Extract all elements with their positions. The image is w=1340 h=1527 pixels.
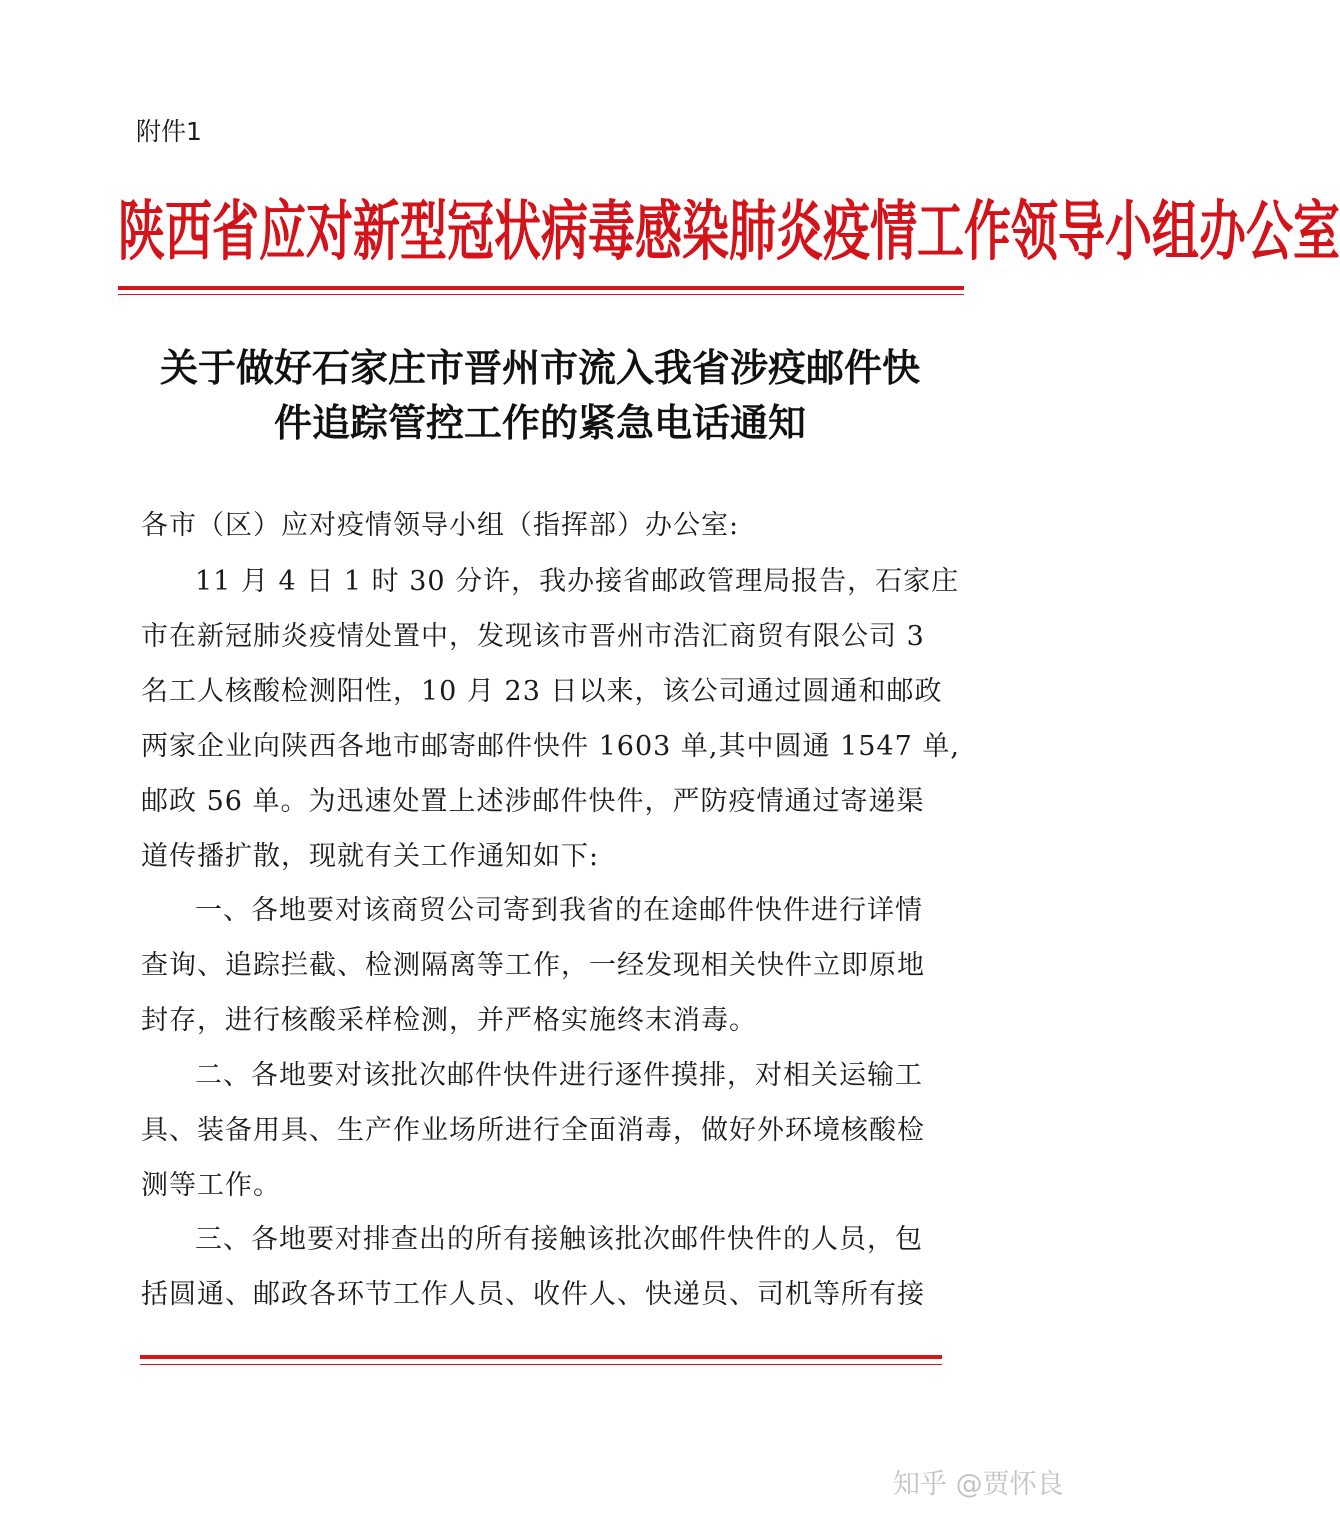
body-line: 一、各地要对该商贸公司寄到我省的在途邮件快件进行详情 — [195, 895, 923, 926]
body-line: 封存，进行核酸采样检测，并严格实施终末消毒。 — [141, 1005, 757, 1036]
red-divider-bottom — [140, 1355, 942, 1359]
issuer-title: 陕西省应对新型冠状病毒感染肺炎疫情工作领导小组办公室 — [118, 194, 1340, 271]
body-line: 道传播扩散，现就有关工作通知如下: — [141, 841, 600, 872]
document-title-line: 件追踪管控工作的紧急电话通知 — [273, 400, 806, 445]
body-line: 名工人核酸检测阳性，10 月 23 日以来，该公司通过圆通和邮政 — [141, 676, 943, 707]
body-line: 测等工作。 — [141, 1170, 281, 1201]
body-line: 市在新冠肺炎疫情处置中，发现该市晋州市浩汇商贸有限公司 3 — [141, 621, 925, 652]
body-line: 查询、追踪拦截、检测隔离等工作，一经发现相关快件立即原地 — [141, 950, 925, 981]
zhihu-watermark: 知乎 @贾怀良 — [893, 1469, 1064, 1500]
red-divider-top-thin — [118, 294, 964, 295]
document-title-line: 关于做好石家庄市晋州市流入我省涉疫邮件快 — [159, 345, 920, 390]
body-line: 二、各地要对该批次邮件快件进行逐件摸排，对相关运输工 — [195, 1060, 923, 1091]
body-line: 两家企业向陕西各地市邮寄邮件快件 1603 单,其中圆通 1547 单, — [141, 731, 960, 762]
attachment-label: 附件1 — [136, 117, 202, 146]
body-line: 三、各地要对排查出的所有接触该批次邮件快件的人员，包 — [195, 1224, 923, 1255]
body-line: 11 月 4 日 1 时 30 分许，我办接省邮政管理局报告，石家庄 — [195, 566, 960, 597]
red-divider-top — [118, 286, 964, 290]
addressee: 各市（区）应对疫情领导小组（指挥部）办公室: — [141, 510, 740, 541]
document-title — [110, 340, 970, 450]
red-divider-bottom-thin — [140, 1364, 942, 1365]
body-line: 括圆通、邮政各环节工作人员、收件人、快递员、司机等所有接 — [141, 1279, 925, 1310]
body-line: 邮政 56 单。为迅速处置上述涉邮件快件，严防疫情通过寄递渠 — [141, 786, 925, 817]
body-line: 具、装备用具、生产作业场所进行全面消毒，做好外环境核酸检 — [141, 1115, 925, 1146]
